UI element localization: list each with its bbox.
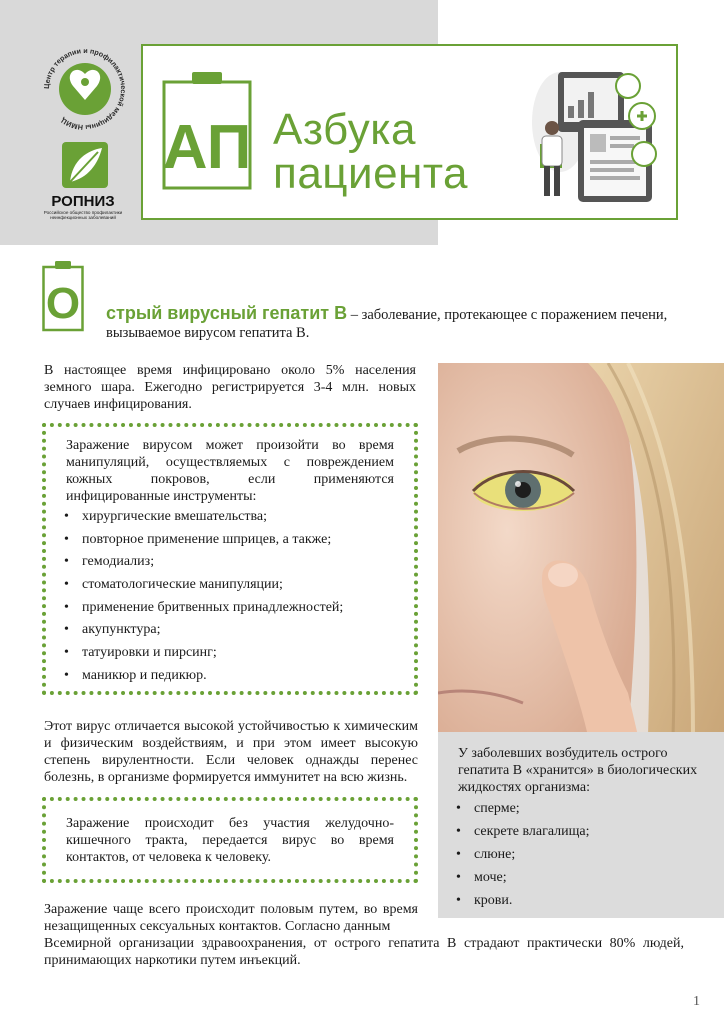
list-item: • моче;	[456, 869, 706, 886]
body-fluids-lead: У заболевших возбудитель острого гепатита В «хранится» в биологических жидкостях организма:	[458, 746, 698, 795]
page-number: 1	[693, 994, 700, 1009]
list-item: • хирургические вмешательства;	[64, 508, 404, 525]
svg-text:АП: АП	[162, 113, 252, 182]
paragraph-sexual-transmission: Заражение чаще всего происходит половым путем, во время незащищенных сексуальных контактов. Согласно данным	[44, 902, 418, 934]
title-line-2: пациента	[273, 149, 468, 198]
title-line-1: Азбука	[273, 105, 416, 154]
drop-letter-clipboard-icon	[42, 260, 84, 332]
list-item: • татуировки и пирсинг;	[64, 644, 404, 661]
list-item: • стоматологические манипуляции;	[64, 576, 404, 593]
paragraph-prevalence: В настоящее время инфицировано около 5% населения земного шара. Ежегодно регистрируется 3-4 млн. новых случаев инфицирования.	[44, 363, 416, 412]
transmission-list	[64, 508, 404, 684]
nmic-logo	[40, 44, 130, 134]
clipboard-icon	[162, 70, 252, 190]
list-item: • акупунктура;	[64, 621, 404, 638]
contact-transmission-text: Заражение происходит без участия желудочно-кишечного тракта, передается вирус во время контактов, от человека к человеку.	[66, 816, 394, 865]
list-item: • сперме;	[456, 800, 706, 817]
list-item: • гемодиализ;	[64, 553, 404, 570]
list-item: • применение бритвенных принадлежностей;	[64, 599, 404, 616]
jaundiced-eye-photo	[438, 363, 724, 736]
page-title	[273, 105, 468, 198]
body-fluids-list	[456, 800, 706, 909]
list-item: • секрете влагалища;	[456, 823, 706, 840]
transmission-lead: Заражение вирусом может произойти во время манипуляций, осуществляемых с повреждением кожных покровов, если применяются инфицированные инструменты:	[66, 438, 394, 504]
intro-definition-text: – заболевание, протекающее с поражением печени, вызываемое вирусом гепатита В.	[106, 307, 668, 341]
ropniz-logo	[40, 140, 126, 230]
paragraph-resistance: Этот вирус отличается высокой устойчивостью к химическим и физическим воздействиям, и при этом имеет высокую степень вирулентности. Если человек однажды перенес болезнь, в организме формируется иммунитет на всю жизнь.	[44, 719, 418, 785]
doctor-clipboard-illustration	[520, 62, 670, 202]
svg-text:О: О	[45, 279, 81, 328]
intro-heading: стрый вирусный гепатит В	[106, 303, 348, 323]
intro-definition	[106, 304, 686, 342]
svg-text:РОПНИЗ: РОПНИЗ	[51, 193, 115, 210]
ropniz-subtitle: Российское общество профилактики неинфекционных заболеваний	[43, 210, 123, 220]
list-item: • повторное применение шприцев, а также;	[64, 531, 404, 548]
list-item: • слюне;	[456, 846, 706, 863]
svg-text:Центр терапии и профилактическ: Центр терапии и профилактической медицины НМИЦ	[41, 45, 129, 133]
paragraph-who-data: Всемирной организации здравоохранения, от острого гепатита В страдают практически 80% людей, принимающих наркотики путем инъекций.	[44, 936, 684, 968]
list-item: • маникюр и педикюр.	[64, 667, 404, 684]
list-item: • крови.	[456, 892, 706, 909]
